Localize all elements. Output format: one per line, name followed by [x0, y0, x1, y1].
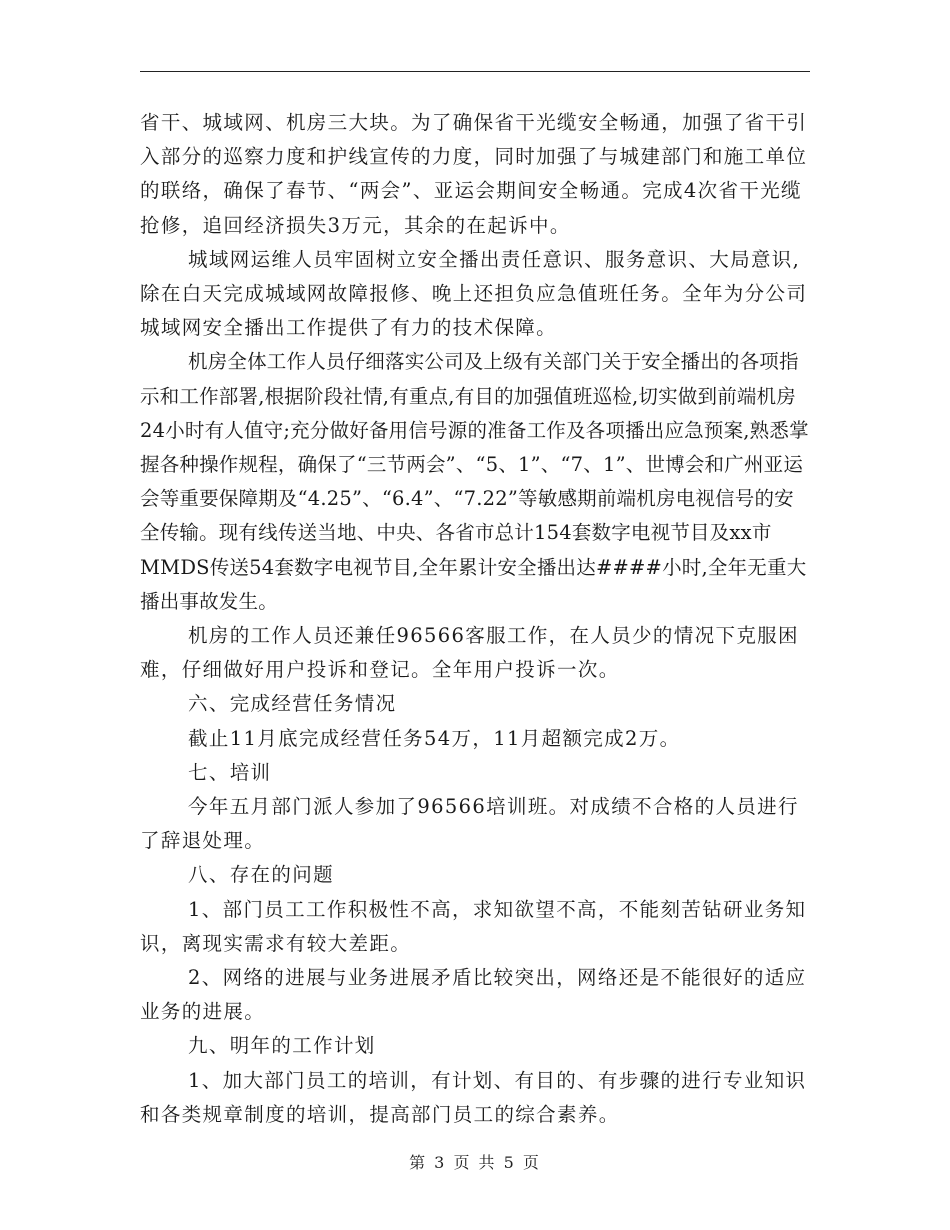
paragraph-5: 截止11月底完成经营任务54万，11月超额完成2万。: [188, 726, 681, 750]
section-heading-9: 九、明年的工作计划: [188, 1034, 376, 1058]
problem-item-1: 1、部门员工工作积极性不高，求知欲望不高，不能刻苦钻研业务知识，离现实需求有较大差距。: [140, 897, 807, 955]
section-heading-8: 八、存在的问题: [188, 863, 334, 887]
problem-item-2: 2、网络的进展与业务进展矛盾比较突出，网络还是不能很好的适应业务的进展。: [140, 966, 807, 1024]
document-body: [140, 106, 812, 1132]
section-heading-6: 六、完成经营任务情况: [188, 692, 397, 716]
paragraph-4: 机房的工作人员还兼任96566客服工作，在人员少的情况下克服困难，仔细做好用户投诉和登记。全年用户投诉一次。: [140, 624, 799, 682]
header-rule: [140, 71, 810, 72]
paragraph-1: 省干、城域网、机房三大块。为了确保省干光缆安全畅通，加强了省干引入部分的巡察力度和护线宣传的力度，同时加强了与城建部门和施工单位的联络，确保了春节、“两会”、亚运会期间安全畅通。完成4次省干光缆抢修，追回经济损失3万元，其余的在起诉中。: [140, 111, 808, 237]
plan-item-1: 1、加大部门员工的培训，有计划、有目的、有步骤的进行专业知识和各类规章制度的培训，提高部门员工的综合素养。: [140, 1068, 807, 1126]
section-heading-7: 七、培训: [188, 760, 272, 784]
paragraph-2: 城域网运维人员牢固树立安全播出责任意识、服务意识、大局意识,除在白天完成城域网故障报修、晚上还担负应急值班任务。全年为分公司城域网安全播出工作提供了有力的技术保障。: [140, 247, 808, 340]
paragraph-6: 今年五月部门派人参加了96566培训班。对成绩不合格的人员进行了辞退处理。: [140, 795, 799, 853]
paragraph-3: 机房全体工作人员仔细落实公司及上级有关部门关于安全播出的各项指示和工作部署,根据阶段社情,有重点,有目的加强值班巡检,切实做到前端机房24小时有人值守;充分做好备用信号源的准备工作及各项播出应急预案,熟悉掌握各种操作规程，确保了“三节两会”、“5、1”、“7、1”、世博会和广州亚运会等重要保障期及“4.25”、“6.4”、“7.22”等敏感期前端机房电视信号的安全传输。现有线传送当地、中央、各省市总计154套数字电视节目及xx市MMDS传送54套数字电视节目,全年累计安全播出达####小时,全年无重大播出事故发生。: [140, 350, 809, 613]
page-footer: 第 3 页 共 5 页: [409, 1153, 541, 1172]
